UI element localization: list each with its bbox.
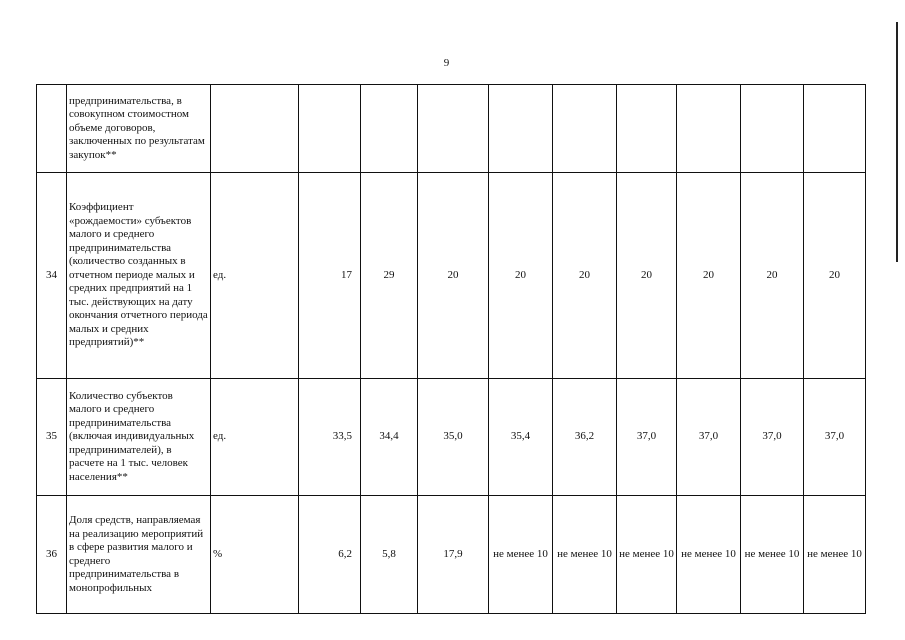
value-cell [617, 85, 677, 173]
value-cell: 35,0 [418, 379, 489, 496]
value-cell: не менее 10 [804, 496, 866, 614]
value-cell: не менее 10 [489, 496, 553, 614]
value-cell [418, 85, 489, 173]
value-cell: 33,5 [299, 379, 361, 496]
value-cell [553, 85, 617, 173]
value-cell: 35,4 [489, 379, 553, 496]
value-cell: 37,0 [677, 379, 741, 496]
value-cell: 29 [361, 173, 418, 379]
table-row [37, 379, 866, 496]
value-cell: 20 [741, 173, 804, 379]
value-cell: 20 [677, 173, 741, 379]
unit-cell [211, 85, 299, 173]
value-cell: 17 [299, 173, 361, 379]
indicator-description: Доля средств, направляемая на реализацию мероприятий в сфере развития малого и среднего предпринимательства в монопрофильных [67, 496, 211, 614]
unit-cell: ед. [211, 379, 299, 496]
row-number: 35 [37, 379, 67, 496]
value-cell [489, 85, 553, 173]
value-cell: 20 [489, 173, 553, 379]
row-number: 34 [37, 173, 67, 379]
value-cell: 20 [804, 173, 866, 379]
table-row [37, 496, 866, 614]
indicator-description: Количество субъектов малого и среднего предпринимательства (включая индивидуальных предпринимателей), в расчете на 1 тыс. человек населения** [67, 379, 211, 496]
value-cell: 6,2 [299, 496, 361, 614]
indicator-description: предпринимательства, в совокупном стоимостном объеме договоров, заключенных по результатам закупок** [67, 85, 211, 173]
indicators-table [36, 84, 866, 614]
value-cell: 36,2 [553, 379, 617, 496]
value-cell: 20 [553, 173, 617, 379]
value-cell: 37,0 [741, 379, 804, 496]
value-cell: не менее 10 [617, 496, 677, 614]
value-cell: не менее 10 [553, 496, 617, 614]
value-cell: 20 [617, 173, 677, 379]
value-cell: 34,4 [361, 379, 418, 496]
value-cell: 17,9 [418, 496, 489, 614]
unit-cell: % [211, 496, 299, 614]
table-row [37, 173, 866, 379]
unit-cell: ед. [211, 173, 299, 379]
value-cell: 37,0 [804, 379, 866, 496]
row-number [37, 85, 67, 173]
page-number: 9 [443, 57, 450, 69]
value-cell: 5,8 [361, 496, 418, 614]
row-number: 36 [37, 496, 67, 614]
value-cell [677, 85, 741, 173]
value-cell [804, 85, 866, 173]
value-cell [361, 85, 418, 173]
value-cell: не менее 10 [741, 496, 804, 614]
value-cell [741, 85, 804, 173]
indicator-description: Коэффициент «рождаемости» субъектов малого и среднего предпринимательства (количество созданных в отчетном периоде малых и средних предприятий на 1 тыс. действующих на дату окончания отчетного периода малых и средних предприятий)** [67, 173, 211, 379]
value-cell: 20 [418, 173, 489, 379]
table-row [37, 85, 866, 173]
scan-edge-mark [896, 22, 898, 262]
value-cell [299, 85, 361, 173]
value-cell: 37,0 [617, 379, 677, 496]
value-cell: не менее 10 [677, 496, 741, 614]
